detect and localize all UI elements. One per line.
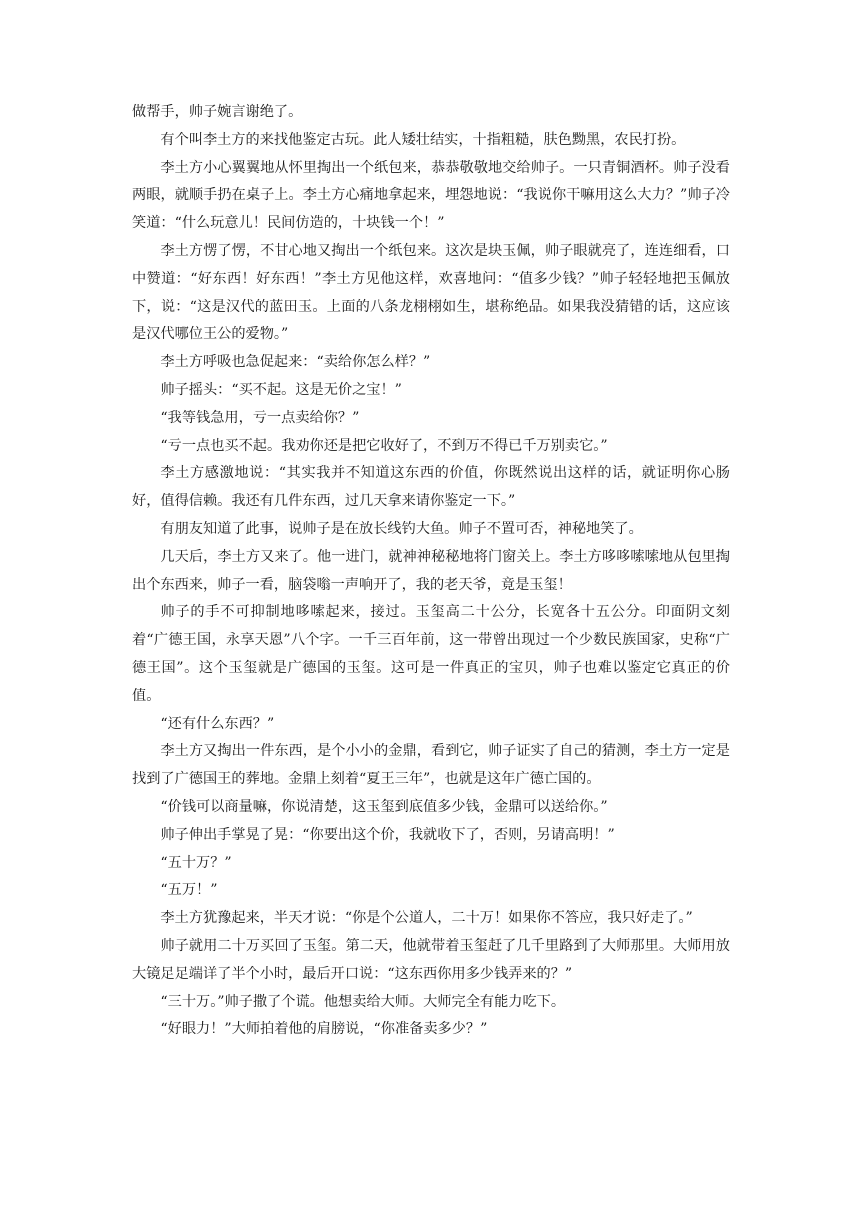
paragraph: 李土方小心翼翼地从怀里掏出一个纸包来，恭恭敬敬地交给帅子。一只青铜酒杯。帅子没看两眼，就顺手扔在桌子上。李土方心痛地拿起来，埋怨地说：“我说你干嘛用这么大力？”帅子冷笑道：“什么玩意儿！民间仿造的，十块钱一个！”	[132, 159, 730, 232]
paragraph: 李土方愣了愣，不甘心地又掏出一个纸包来。这次是块玉佩，帅子眼就亮了，连连细看，口中赞道：“好东西！好东西！”李土方见他这样，欢喜地问：“值多少钱？”帅子轻轻地把玉佩放下，说：“这是汉代的蓝田玉。上面的八条龙栩栩如生，堪称绝品。如果我没猜错的话，这应该是汉代哪位王公的爱物。”	[132, 242, 730, 343]
paragraph: “好眼力！”大师拍着他的肩膀说，“你准备卖多少？”	[160, 1021, 488, 1038]
paragraph: 帅子伸出手掌晃了晃：“你要出这个价，我就收下了，否则，另请高明！”	[160, 826, 615, 843]
paragraph: 帅子的手不可抑制地哆嗦起来，接过。玉玺高二十公分，长宽各十五公分。印面阴文刻着“广德王国，永享天恩”八个字。一千三百年前，这一带曾出现过一个少数民族国家，史称“广德王国”。这个玉玺就是广德国的玉玺。这可是一件真正的宝贝，帅子也难以鉴定它真正的价值。	[132, 604, 730, 704]
paragraph: 有个叫李土方的来找他鉴定古玩。此人矮壮结实，十指粗糙，肤色黝黑，农民打扮。	[160, 131, 686, 148]
paragraph: “价钱可以商量嘛，你说清楚，这玉玺到底值多少钱，金鼎可以送给你。”	[160, 798, 608, 815]
story-body	[132, 99, 730, 1044]
paragraph: “亏一点也买不起。我劝你还是把它收好了，不到万不得已千万别卖它。”	[160, 437, 608, 454]
paragraph: “还有什么东西？”	[160, 715, 275, 732]
paragraph: “三十万。”帅子撒了个谎。他想卖给大师。大师完全有能力吃下。	[160, 993, 566, 1010]
paragraph: 几天后，李土方又来了。他一进门，就神神秘秘地将门窗关上。李土方哆哆嗦嗦地从包里掏出个东西来，帅子一看，脑袋嗡一声响开了，我的老天爷，竟是玉玺！	[132, 548, 730, 593]
paragraph: “五十万？”	[160, 854, 232, 871]
paragraph: 李土方感激地说：“其实我并不知道这东西的价值，你既然说出这样的话，就证明你心肠好，值得信赖。我还有几件东西，过几天拿来请你鉴定一下。”	[132, 465, 730, 510]
paragraph: 做帮手，帅子婉言谢绝了。	[132, 104, 303, 120]
paragraph: 李土方呼吸也急促起来：“卖给你怎么样？”	[160, 354, 431, 371]
paragraph: 帅子就用二十万买回了玉玺。第二天，他就带着玉玺赶了几千里路到了大师那里。大师用放大镜足足端详了半个小时，最后开口说：“这东西你用多少钱弄来的？”	[132, 937, 730, 982]
paragraph: 李土方犹豫起来，半天才说：“你是个公道人，二十万！如果你不答应，我只好走了。”	[160, 910, 693, 927]
paragraph: “五万！”	[160, 882, 218, 899]
paragraph: 帅子摇头：“买不起。这是无价之宝！”	[160, 381, 402, 398]
paragraph: 李土方又掏出一件东西，是个小小的金鼎，看到它，帅子证实了自己的猜测，李土方一定是找到了广德国王的葬地。金鼎上刻着“夏王三年”，也就是这年广德亡国的。	[132, 743, 730, 788]
paragraph: 有朋友知道了此事，说帅子是在放长线钓大鱼。帅子不置可否，神秘地笑了。	[160, 520, 643, 537]
paragraph: “我等钱急用，亏一点卖给你？”	[160, 409, 360, 426]
